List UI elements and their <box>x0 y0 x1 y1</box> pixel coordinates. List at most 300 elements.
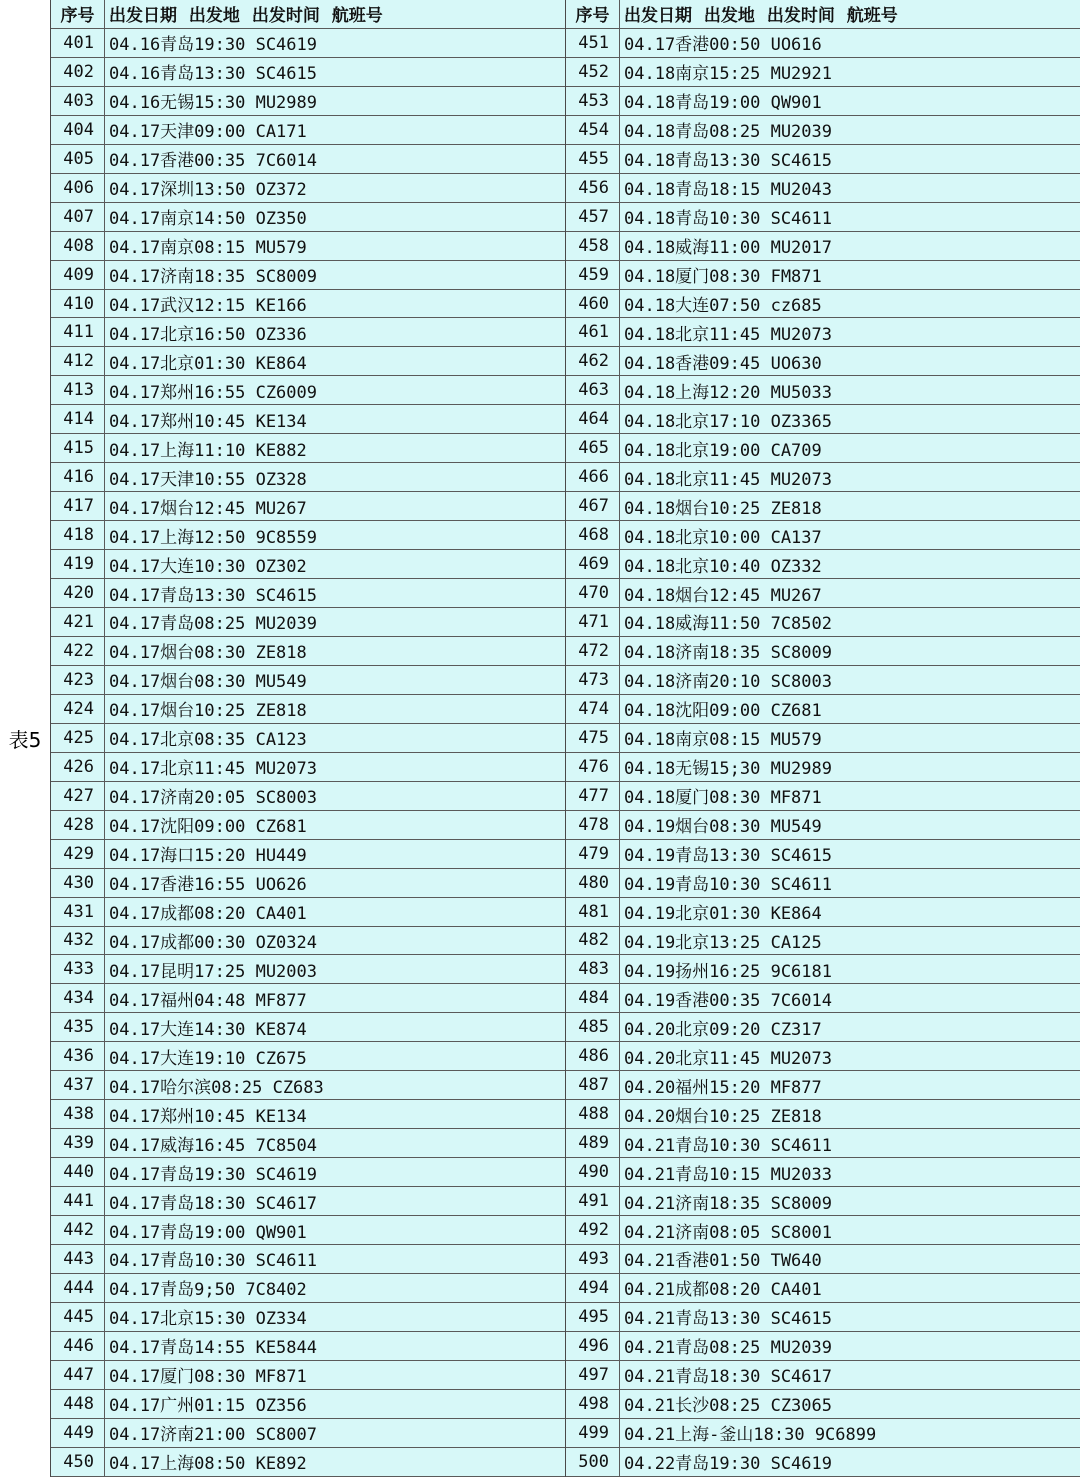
serial-number-cell: 403 <box>51 87 105 115</box>
flight-info-cell: 04.17烟台10:25 ZE818 <box>109 701 307 722</box>
flight-info-cell: 04.17北京01:30 KE864 <box>109 353 307 374</box>
serial-number-cell: 411 <box>51 318 105 346</box>
flight-info-cell: 04.17青岛14:55 KE5844 <box>109 1338 317 1359</box>
flight-info-cell: 04.19青岛10:30 SC4611 <box>624 875 832 896</box>
serial-number-cell: 415 <box>51 434 105 462</box>
table-row <box>51 145 565 174</box>
table-row <box>566 869 1080 898</box>
serial-number-cell: 447 <box>51 1361 105 1389</box>
table-row <box>51 87 565 116</box>
serial-number-cell: 401 <box>51 29 105 57</box>
serial-number-cell: 480 <box>566 869 620 897</box>
flight-info-cell: 04.18上海12:20 MU5033 <box>624 382 832 403</box>
table-row <box>566 608 1080 637</box>
flight-info-cell: 04.21香港01:50 TW640 <box>624 1251 822 1272</box>
serial-number-cell: 471 <box>566 608 620 636</box>
table-row <box>566 1419 1080 1448</box>
serial-number-cell: 499 <box>566 1419 620 1447</box>
serial-number-cell: 473 <box>566 666 620 694</box>
flight-info-cell: 04.21青岛13:30 SC4615 <box>624 1309 832 1330</box>
table-row <box>51 1274 565 1303</box>
serial-number-cell: 470 <box>566 579 620 607</box>
serial-number-cell: 488 <box>566 1100 620 1128</box>
table-row <box>51 984 565 1013</box>
flight-info-cell: 04.21上海-釜山18:30 9C6899 <box>624 1425 877 1446</box>
flight-info-cell: 04.17大连10:30 OZ302 <box>109 556 307 577</box>
serial-number-cell: 485 <box>566 1013 620 1041</box>
table-row <box>51 1332 565 1361</box>
serial-number-cell: 427 <box>51 782 105 810</box>
flight-info-cell: 04.18无锡15;30 MU2989 <box>624 759 832 780</box>
table-row <box>566 290 1080 319</box>
table-row <box>51 1390 565 1419</box>
flight-info-cell: 04.17济南21:00 SC8007 <box>109 1425 317 1446</box>
flight-info-cell: 04.17郑州16:55 CZ6009 <box>109 382 317 403</box>
flight-info-cell: 04.17香港00:50 UO616 <box>624 35 822 56</box>
table-row <box>51 58 565 87</box>
serial-number-cell: 445 <box>51 1303 105 1331</box>
flight-info-cell: 04.17大连19:10 CZ675 <box>109 1048 307 1069</box>
table-row <box>566 87 1080 116</box>
flight-info-cell: 04.17青岛18:30 SC4617 <box>109 1193 317 1214</box>
header-flight-info: 出发日期 出发地 出发时间 航班号 <box>109 6 383 27</box>
flight-info-cell: 04.17武汉12:15 KE166 <box>109 296 307 316</box>
table-row <box>566 840 1080 869</box>
serial-number-cell: 438 <box>51 1100 105 1128</box>
flight-info-cell: 04.17烟台08:30 MU549 <box>109 672 307 693</box>
serial-number-cell: 492 <box>566 1216 620 1244</box>
flight-info-cell: 04.18厦门08:30 MF871 <box>624 788 822 809</box>
serial-number-cell: 428 <box>51 811 105 839</box>
header-serial-number: 序号 <box>566 0 620 28</box>
serial-number-cell: 498 <box>566 1390 620 1418</box>
flight-info-cell: 04.19香港00:35 7C6014 <box>624 990 832 1011</box>
table-row <box>566 898 1080 927</box>
flight-info-cell: 04.18沈阳09:00 CZ681 <box>624 701 822 722</box>
serial-number-cell: 481 <box>566 898 620 926</box>
table-row <box>51 811 565 840</box>
table-row <box>51 347 565 376</box>
serial-number-cell: 479 <box>566 840 620 868</box>
table-row <box>566 927 1080 956</box>
table-row <box>51 521 565 550</box>
table-left-half <box>51 0 566 1477</box>
table-row <box>566 116 1080 145</box>
table-row <box>566 955 1080 984</box>
serial-number-cell: 446 <box>51 1332 105 1360</box>
flight-info-cell: 04.17北京16:50 OZ336 <box>109 324 307 345</box>
table-row <box>51 608 565 637</box>
table-row <box>51 290 565 319</box>
flight-info-cell: 04.17海口15:20 HU449 <box>109 846 307 867</box>
flight-info-cell: 04.17青岛9;50 7C8402 <box>109 1280 307 1301</box>
serial-number-cell: 463 <box>566 376 620 404</box>
table-row <box>566 1013 1080 1042</box>
flight-info-cell: 04.18大连07:50 cz685 <box>624 296 822 316</box>
flight-info-cell: 04.20烟台10:25 ZE818 <box>624 1106 822 1127</box>
flight-info-cell: 04.18北京10:40 OZ332 <box>624 556 822 577</box>
serial-number-cell: 419 <box>51 550 105 578</box>
flight-info-cell: 04.16青岛19:30 SC4619 <box>109 35 317 56</box>
table-row <box>566 1042 1080 1071</box>
serial-number-cell: 404 <box>51 116 105 144</box>
flight-info-cell: 04.18青岛13:30 SC4615 <box>624 151 832 172</box>
table-row <box>566 1129 1080 1158</box>
serial-number-cell: 500 <box>566 1448 620 1476</box>
serial-number-cell: 486 <box>566 1042 620 1070</box>
table-row <box>51 666 565 695</box>
serial-number-cell: 477 <box>566 782 620 810</box>
serial-number-cell: 468 <box>566 521 620 549</box>
serial-number-cell: 449 <box>51 1419 105 1447</box>
flight-info-cell: 04.18北京11:45 MU2073 <box>624 469 832 490</box>
serial-number-cell: 461 <box>566 318 620 346</box>
serial-number-cell: 491 <box>566 1187 620 1215</box>
serial-number-cell: 444 <box>51 1274 105 1302</box>
flight-info-cell: 04.18青岛10:30 SC4611 <box>624 209 832 230</box>
table-row <box>51 1129 565 1158</box>
flight-info-cell: 04.21青岛10:30 SC4611 <box>624 1135 832 1156</box>
table-row <box>566 347 1080 376</box>
table-row <box>566 724 1080 753</box>
table-row <box>566 1332 1080 1361</box>
flight-info-cell: 04.19扬州16:25 9C6181 <box>624 961 832 982</box>
flight-info-cell: 04.17郑州10:45 KE134 <box>109 1106 307 1127</box>
flight-info-cell: 04.18青岛18:15 MU2043 <box>624 180 832 201</box>
table-row <box>51 116 565 145</box>
serial-number-cell: 452 <box>566 58 620 86</box>
table-row <box>51 463 565 492</box>
flight-info-cell: 04.17威海16:45 7C8504 <box>109 1135 317 1156</box>
serial-number-cell: 402 <box>51 58 105 86</box>
serial-number-cell: 450 <box>51 1448 105 1476</box>
table-row <box>566 1158 1080 1187</box>
flight-info-cell: 04.17上海11:10 KE882 <box>109 440 307 461</box>
serial-number-cell: 433 <box>51 955 105 983</box>
table-row <box>51 261 565 290</box>
table-row <box>51 1216 565 1245</box>
flight-info-cell: 04.18济南20:10 SC8003 <box>624 672 832 693</box>
flight-info-cell: 04.18北京10:00 CA137 <box>624 527 822 548</box>
flight-info-cell: 04.20北京09:20 CZ317 <box>624 1019 822 1040</box>
table-row <box>566 579 1080 608</box>
flight-info-cell: 04.17上海08:50 KE892 <box>109 1454 307 1475</box>
serial-number-cell: 453 <box>566 87 620 115</box>
serial-number-cell: 451 <box>566 29 620 57</box>
table-row <box>51 174 565 203</box>
serial-number-cell: 474 <box>566 695 620 723</box>
serial-number-cell: 413 <box>51 376 105 404</box>
flight-info-cell: 04.17青岛13:30 SC4615 <box>109 585 317 606</box>
table-row <box>566 521 1080 550</box>
serial-number-cell: 436 <box>51 1042 105 1070</box>
table-row <box>566 550 1080 579</box>
serial-number-cell: 425 <box>51 724 105 752</box>
flight-table <box>50 0 1080 1477</box>
table-row <box>566 1303 1080 1332</box>
flight-info-cell: 04.18威海11:50 7C8502 <box>624 614 832 635</box>
serial-number-cell: 478 <box>566 811 620 839</box>
table-row <box>51 492 565 521</box>
flight-info-cell: 04.16无锡15:30 MU2989 <box>109 93 317 114</box>
flight-info-cell: 04.18威海11:00 MU2017 <box>624 238 832 259</box>
table-caption-text: 表5 <box>8 728 42 752</box>
flight-info-cell: 04.17青岛10:30 SC4611 <box>109 1251 317 1272</box>
flight-info-cell: 04.17南京08:15 MU579 <box>109 238 307 259</box>
flight-info-cell: 04.17香港00:35 7C6014 <box>109 151 317 172</box>
table-row <box>51 637 565 666</box>
serial-number-cell: 494 <box>566 1274 620 1302</box>
serial-number-cell: 443 <box>51 1245 105 1273</box>
serial-number-cell: 432 <box>51 927 105 955</box>
serial-number-cell: 467 <box>566 492 620 520</box>
flight-info-cell: 04.17哈尔滨08:25 CZ683 <box>109 1077 324 1098</box>
serial-number-cell: 472 <box>566 637 620 665</box>
table-row <box>566 695 1080 724</box>
serial-number-cell: 462 <box>566 347 620 375</box>
flight-info-cell: 04.17上海12:50 9C8559 <box>109 527 317 548</box>
table-row <box>51 1303 565 1332</box>
table-row <box>51 869 565 898</box>
serial-number-cell: 412 <box>51 347 105 375</box>
flight-info-cell: 04.17济南18:35 SC8009 <box>109 267 317 288</box>
table-row <box>566 1071 1080 1100</box>
table-row <box>51 724 565 753</box>
serial-number-cell: 417 <box>51 492 105 520</box>
flight-info-cell: 04.17深圳13:50 OZ372 <box>109 180 307 201</box>
serial-number-cell: 407 <box>51 203 105 231</box>
table-row <box>566 666 1080 695</box>
serial-number-cell: 430 <box>51 869 105 897</box>
flight-info-cell: 04.18北京17:10 OZ3365 <box>624 411 832 432</box>
table-row <box>566 1448 1080 1477</box>
serial-number-cell: 424 <box>51 695 105 723</box>
table-row <box>51 550 565 579</box>
serial-number-cell: 409 <box>51 261 105 289</box>
serial-number-cell: 484 <box>566 984 620 1012</box>
serial-number-cell: 483 <box>566 955 620 983</box>
serial-number-cell: 464 <box>566 405 620 433</box>
flight-info-cell: 04.18南京15:25 MU2921 <box>624 64 832 85</box>
flight-info-cell: 04.20北京11:45 MU2073 <box>624 1048 832 1069</box>
table-row <box>51 405 565 434</box>
serial-number-cell: 482 <box>566 927 620 955</box>
serial-number-cell: 493 <box>566 1245 620 1273</box>
flight-info-cell: 04.18香港09:45 UO630 <box>624 353 822 374</box>
flight-info-cell: 04.17青岛19:30 SC4619 <box>109 1164 317 1185</box>
flight-info-cell: 04.17青岛08:25 MU2039 <box>109 614 317 635</box>
serial-number-cell: 458 <box>566 232 620 260</box>
table-row <box>51 1448 565 1477</box>
table-caption <box>0 0 50 1477</box>
serial-number-cell: 431 <box>51 898 105 926</box>
flight-info-cell: 04.17厦门08:30 MF871 <box>109 1367 307 1388</box>
flight-info-cell: 04.18南京08:15 MU579 <box>624 730 822 751</box>
flight-info-cell: 04.18济南18:35 SC8009 <box>624 643 832 664</box>
flight-info-cell: 04.19烟台08:30 MU549 <box>624 817 822 838</box>
table-row <box>566 1187 1080 1216</box>
serial-number-cell: 456 <box>566 174 620 202</box>
flight-info-cell: 04.21青岛10:15 MU2033 <box>624 1164 832 1185</box>
table-row <box>566 405 1080 434</box>
table-row <box>51 1187 565 1216</box>
flight-info-cell: 04.21成都08:20 CA401 <box>624 1280 822 1301</box>
table-row <box>51 1013 565 1042</box>
serial-number-cell: 448 <box>51 1390 105 1418</box>
table-row <box>566 637 1080 666</box>
flight-info-cell: 04.18青岛08:25 MU2039 <box>624 122 832 143</box>
serial-number-cell: 416 <box>51 463 105 491</box>
header-flight-info: 出发日期 出发地 出发时间 航班号 <box>624 6 898 27</box>
flight-info-cell: 04.18北京11:45 MU2073 <box>624 324 832 345</box>
flight-info-cell: 04.17烟台08:30 ZE818 <box>109 643 307 664</box>
flight-info-cell: 04.17北京11:45 MU2073 <box>109 759 317 780</box>
header-serial-number: 序号 <box>51 0 105 28</box>
table-row <box>566 29 1080 58</box>
serial-number-cell: 442 <box>51 1216 105 1244</box>
table-row <box>566 1274 1080 1303</box>
table-row <box>51 318 565 347</box>
serial-number-cell: 441 <box>51 1187 105 1215</box>
table-row <box>566 753 1080 782</box>
flight-info-cell: 04.18北京19:00 CA709 <box>624 440 822 461</box>
flight-info-cell: 04.17昆明17:25 MU2003 <box>109 961 317 982</box>
flight-info-cell: 04.17沈阳09:00 CZ681 <box>109 817 307 838</box>
table-row <box>566 232 1080 261</box>
flight-info-cell: 04.17广州01:15 OZ356 <box>109 1396 307 1417</box>
serial-number-cell: 487 <box>566 1071 620 1099</box>
flight-info-cell: 04.17济南20:05 SC8003 <box>109 788 317 809</box>
serial-number-cell: 408 <box>51 232 105 260</box>
table-row <box>566 203 1080 232</box>
table-row <box>566 1216 1080 1245</box>
flight-info-cell: 04.21青岛18:30 SC4617 <box>624 1367 832 1388</box>
flight-info-cell: 04.21济南18:35 SC8009 <box>624 1193 832 1214</box>
flight-info-cell: 04.21长沙08:25 CZ3065 <box>624 1396 832 1417</box>
serial-number-cell: 429 <box>51 840 105 868</box>
table-row <box>566 811 1080 840</box>
table-row <box>566 1100 1080 1129</box>
serial-number-cell: 457 <box>566 203 620 231</box>
serial-number-cell: 460 <box>566 290 620 318</box>
serial-number-cell: 434 <box>51 984 105 1012</box>
flight-info-cell: 04.19青岛13:30 SC4615 <box>624 846 832 867</box>
flight-info-cell: 04.17大连14:30 KE874 <box>109 1019 307 1040</box>
table-row <box>566 58 1080 87</box>
table-row <box>51 232 565 261</box>
flight-info-cell: 04.22青岛19:30 SC4619 <box>624 1454 832 1475</box>
table-row <box>566 318 1080 347</box>
serial-number-cell: 420 <box>51 579 105 607</box>
serial-number-cell: 497 <box>566 1361 620 1389</box>
table-row <box>51 1071 565 1100</box>
serial-number-cell: 418 <box>51 521 105 549</box>
serial-number-cell: 426 <box>51 753 105 781</box>
flight-info-cell: 04.21济南08:05 SC8001 <box>624 1222 832 1243</box>
table-row <box>566 145 1080 174</box>
table-row <box>51 840 565 869</box>
flight-info-cell: 04.17北京08:35 CA123 <box>109 730 307 751</box>
table-row <box>51 898 565 927</box>
flight-info-cell: 04.19北京01:30 KE864 <box>624 904 822 925</box>
flight-info-cell: 04.17北京15:30 OZ334 <box>109 1309 307 1330</box>
serial-number-cell: 435 <box>51 1013 105 1041</box>
serial-number-cell: 406 <box>51 174 105 202</box>
flight-info-cell: 04.21青岛08:25 MU2039 <box>624 1338 832 1359</box>
serial-number-cell: 454 <box>566 116 620 144</box>
flight-info-cell: 04.18厦门08:30 FM871 <box>624 267 822 288</box>
flight-info-cell: 04.17成都00:30 OZ0324 <box>109 932 317 953</box>
table-header-row <box>566 0 1080 29</box>
table-row <box>566 1361 1080 1390</box>
flight-info-cell: 04.17郑州10:45 KE134 <box>109 411 307 432</box>
table-row <box>51 579 565 608</box>
table-row <box>566 261 1080 290</box>
flight-info-cell: 04.20福州15:20 MF877 <box>624 1077 822 1098</box>
table-row <box>51 1245 565 1274</box>
flight-info-cell: 04.17南京14:50 OZ350 <box>109 209 307 230</box>
table-row <box>51 1158 565 1187</box>
table-row <box>51 434 565 463</box>
serial-number-cell: 455 <box>566 145 620 173</box>
flight-info-cell: 04.17烟台12:45 MU267 <box>109 498 307 519</box>
serial-number-cell: 476 <box>566 753 620 781</box>
table-row <box>566 434 1080 463</box>
table-row <box>51 753 565 782</box>
flight-info-cell: 04.17天津09:00 CA171 <box>109 122 307 143</box>
flight-info-cell: 04.17天津10:55 OZ328 <box>109 469 307 490</box>
serial-number-cell: 421 <box>51 608 105 636</box>
flight-info-cell: 04.19北京13:25 CA125 <box>624 932 822 953</box>
table-row <box>566 984 1080 1013</box>
serial-number-cell: 439 <box>51 1129 105 1157</box>
serial-number-cell: 466 <box>566 463 620 491</box>
serial-number-cell: 414 <box>51 405 105 433</box>
table-row <box>566 492 1080 521</box>
serial-number-cell: 440 <box>51 1158 105 1186</box>
table-row <box>566 376 1080 405</box>
flight-info-cell: 04.17香港16:55 UO626 <box>109 875 307 896</box>
flight-info-cell: 04.17福州04:48 MF877 <box>109 990 307 1011</box>
serial-number-cell: 405 <box>51 145 105 173</box>
table-row <box>566 1245 1080 1274</box>
serial-number-cell: 422 <box>51 637 105 665</box>
table-row <box>51 1419 565 1448</box>
table-row <box>51 203 565 232</box>
table-row <box>566 463 1080 492</box>
table-row <box>51 1042 565 1071</box>
serial-number-cell: 437 <box>51 1071 105 1099</box>
table-row <box>51 376 565 405</box>
serial-number-cell: 489 <box>566 1129 620 1157</box>
table-right-half <box>566 0 1080 1477</box>
table-header-row <box>51 0 565 29</box>
serial-number-cell: 496 <box>566 1332 620 1360</box>
table-row <box>566 174 1080 203</box>
table-row <box>566 1390 1080 1419</box>
serial-number-cell: 475 <box>566 724 620 752</box>
serial-number-cell: 423 <box>51 666 105 694</box>
serial-number-cell: 469 <box>566 550 620 578</box>
table-row <box>566 782 1080 811</box>
table-row <box>51 955 565 984</box>
serial-number-cell: 410 <box>51 290 105 318</box>
flight-info-cell: 04.17成都08:20 CA401 <box>109 904 307 925</box>
flight-info-cell: 04.18烟台10:25 ZE818 <box>624 498 822 519</box>
table-row <box>51 927 565 956</box>
flight-info-cell: 04.18烟台12:45 MU267 <box>624 585 822 606</box>
table-row <box>51 1100 565 1129</box>
